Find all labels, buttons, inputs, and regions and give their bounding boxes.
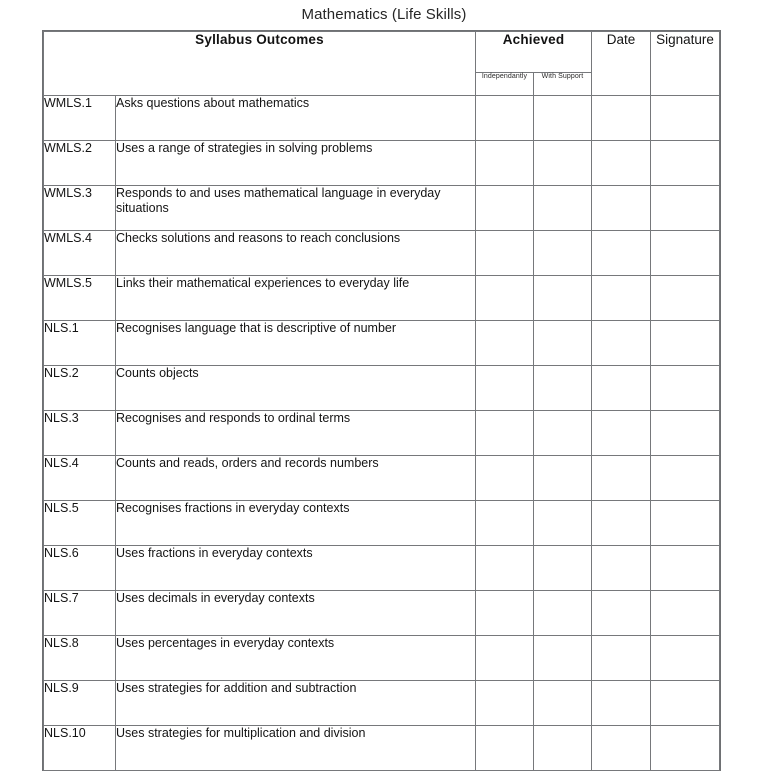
cell-with-support[interactable] [534, 501, 592, 546]
row-code: WMLS.2 [44, 141, 116, 186]
row-code: NLS.4 [44, 456, 116, 501]
cell-signature[interactable] [651, 456, 720, 501]
cell-with-support[interactable] [534, 681, 592, 726]
cell-signature[interactable] [651, 726, 720, 771]
row-outcome: Uses strategies for multiplication and division [116, 726, 476, 771]
syllabus-outcomes-table [43, 31, 720, 771]
cell-signature[interactable] [651, 411, 720, 456]
cell-independantly[interactable] [476, 726, 534, 771]
cell-independantly[interactable] [476, 186, 534, 231]
cell-date[interactable] [592, 366, 651, 411]
table-row [44, 411, 720, 456]
cell-date[interactable] [592, 276, 651, 321]
table-row [44, 456, 720, 501]
outcomes-table-wrapper [43, 31, 719, 771]
row-outcome: Uses fractions in everyday contexts [116, 546, 476, 591]
cell-with-support[interactable] [534, 546, 592, 591]
column-header-syllabus-outcomes: Syllabus Outcomes [44, 32, 476, 96]
cell-date[interactable] [592, 186, 651, 231]
cell-date[interactable] [592, 501, 651, 546]
cell-signature[interactable] [651, 366, 720, 411]
cell-independantly[interactable] [476, 411, 534, 456]
row-code: WMLS.4 [44, 231, 116, 276]
table-row [44, 276, 720, 321]
row-outcome: Uses a range of strategies in solving problems [116, 141, 476, 186]
cell-signature[interactable] [651, 681, 720, 726]
column-header-date: Date [592, 32, 651, 96]
cell-with-support[interactable] [534, 411, 592, 456]
cell-with-support[interactable] [534, 96, 592, 141]
table-row [44, 321, 720, 366]
cell-independantly[interactable] [476, 366, 534, 411]
cell-signature[interactable] [651, 231, 720, 276]
cell-date[interactable] [592, 456, 651, 501]
row-outcome: Responds to and uses mathematical language in everyday situations [116, 186, 476, 231]
row-code: NLS.1 [44, 321, 116, 366]
row-outcome: Recognises language that is descriptive of number [116, 321, 476, 366]
cell-signature[interactable] [651, 636, 720, 681]
cell-independantly[interactable] [476, 456, 534, 501]
header-row-primary [44, 32, 720, 73]
table-row [44, 681, 720, 726]
cell-with-support[interactable] [534, 591, 592, 636]
row-code: NLS.10 [44, 726, 116, 771]
cell-independantly[interactable] [476, 681, 534, 726]
table-row [44, 636, 720, 681]
row-outcome: Uses decimals in everyday contexts [116, 591, 476, 636]
row-code: NLS.2 [44, 366, 116, 411]
cell-with-support[interactable] [534, 726, 592, 771]
cell-independantly[interactable] [476, 321, 534, 366]
cell-with-support[interactable] [534, 186, 592, 231]
row-outcome: Recognises fractions in everyday contexts [116, 501, 476, 546]
row-outcome: Counts objects [116, 366, 476, 411]
cell-signature[interactable] [651, 141, 720, 186]
cell-date[interactable] [592, 546, 651, 591]
row-outcome: Checks solutions and reasons to reach conclusions [116, 231, 476, 276]
row-code: NLS.6 [44, 546, 116, 591]
cell-signature[interactable] [651, 591, 720, 636]
cell-signature[interactable] [651, 546, 720, 591]
cell-date[interactable] [592, 411, 651, 456]
table-row [44, 231, 720, 276]
row-outcome: Links their mathematical experiences to everyday life [116, 276, 476, 321]
cell-signature[interactable] [651, 501, 720, 546]
cell-with-support[interactable] [534, 636, 592, 681]
cell-date[interactable] [592, 591, 651, 636]
cell-signature[interactable] [651, 321, 720, 366]
cell-independantly[interactable] [476, 591, 534, 636]
cell-date[interactable] [592, 636, 651, 681]
cell-date[interactable] [592, 321, 651, 366]
row-code: WMLS.3 [44, 186, 116, 231]
cell-with-support[interactable] [534, 366, 592, 411]
table-row [44, 546, 720, 591]
cell-date[interactable] [592, 231, 651, 276]
cell-independantly[interactable] [476, 231, 534, 276]
column-header-achieved: Achieved [476, 32, 592, 73]
table-row [44, 141, 720, 186]
cell-independantly[interactable] [476, 96, 534, 141]
row-code: NLS.8 [44, 636, 116, 681]
page-title: Mathematics (Life Skills) [301, 6, 467, 23]
cell-independantly[interactable] [476, 141, 534, 186]
row-outcome: Asks questions about mathematics [116, 96, 476, 141]
cell-signature[interactable] [651, 276, 720, 321]
cell-date[interactable] [592, 96, 651, 141]
cell-independantly[interactable] [476, 276, 534, 321]
cell-with-support[interactable] [534, 276, 592, 321]
cell-independantly[interactable] [476, 501, 534, 546]
cell-date[interactable] [592, 141, 651, 186]
cell-independantly[interactable] [476, 636, 534, 681]
row-code: WMLS.1 [44, 96, 116, 141]
table-row [44, 591, 720, 636]
row-code: NLS.5 [44, 501, 116, 546]
column-header-with-support: With Support [534, 73, 592, 96]
table-header [44, 32, 720, 96]
cell-independantly[interactable] [476, 546, 534, 591]
table-body [44, 96, 720, 771]
table-row [44, 726, 720, 771]
column-header-independantly: Independantly [476, 73, 534, 96]
cell-with-support[interactable] [534, 231, 592, 276]
row-outcome: Recognises and responds to ordinal terms [116, 411, 476, 456]
table-row [44, 186, 720, 231]
cell-date[interactable] [592, 726, 651, 771]
row-outcome: Uses strategies for addition and subtraction [116, 681, 476, 726]
table-row [44, 96, 720, 141]
table-row [44, 366, 720, 411]
table-row [44, 501, 720, 546]
row-outcome: Uses percentages in everyday contexts [116, 636, 476, 681]
cell-signature[interactable] [651, 186, 720, 231]
row-code: NLS.9 [44, 681, 116, 726]
row-outcome: Counts and reads, orders and records numbers [116, 456, 476, 501]
row-code: NLS.7 [44, 591, 116, 636]
cell-date[interactable] [592, 681, 651, 726]
row-code: WMLS.5 [44, 276, 116, 321]
row-code: NLS.3 [44, 411, 116, 456]
cell-with-support[interactable] [534, 456, 592, 501]
cell-with-support[interactable] [534, 141, 592, 186]
column-header-signature: Signature [651, 32, 720, 96]
cell-signature[interactable] [651, 96, 720, 141]
cell-with-support[interactable] [534, 321, 592, 366]
